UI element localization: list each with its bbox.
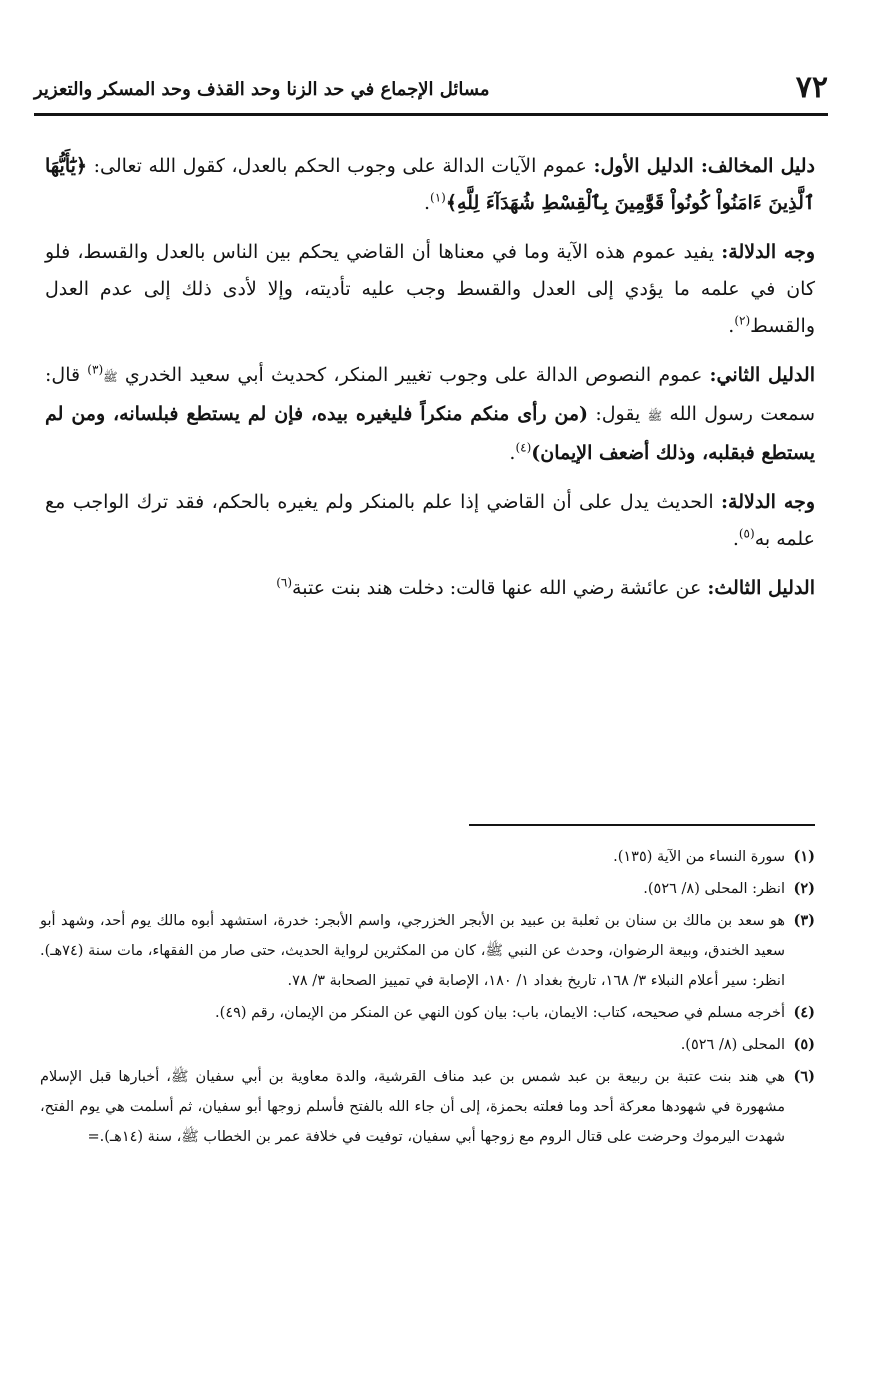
quran-verse: ﴿يَٰٓأَيُّهَا ٱلَّذِينَ ءَامَنُواْ كُونُواْ قَوَّٰمِينَ بِٱلْقِسْطِ شُهَدَآءَ لِلَّهِ﴾ <box>45 155 815 214</box>
paragraph-text: يقول: <box>588 403 648 425</box>
footnote-text: هي هند بنت عتبة بن ربيعة بن عبد شمس بن عبد مناف القرشية، والدة معاوية بن أبي سفيان ﷺ، أخبارها قبل الإسلام مشهورة في شهودها معركة أحد وما فعلته بحمزة، إلى أن جاء الله بالفتح فأسلم زوجها أبو سفيان، ثم أسلمت هي يوم الفتح، شهدت اليرموك وحرضت على قتال الروم مع زوجها أبي سفيان، توفيت في خلافة عمر بن الخطاب ﷺ، سنة (١٤هـ).= <box>40 1069 785 1145</box>
paragraph-opponent-evidence-1 <box>45 148 815 222</box>
footnote-text: سورة النساء من الآية (١٣٥). <box>613 849 785 865</box>
paragraph-text: يفيد عموم هذه الآية وما في معناها أن القاضي يحكم بين الناس بالعدل والقسط، فلو كان في علمه ما يؤدي إلى العدل والقسط وجب عليه تأديته، وإلا لأدى ذلك إلى عدم العدل والقسط <box>45 241 815 337</box>
paragraph-text: عموم الآيات الدالة على وجوب الحكم بالعدل، كقول الله تعالى: <box>87 155 594 177</box>
paragraph-opponent-evidence-3 <box>45 570 815 607</box>
paragraph-end: . <box>509 442 516 464</box>
paragraph-evidence-point-1 <box>45 234 815 345</box>
footnote-text: المحلى (٨/ ٥٢٦). <box>680 1037 785 1053</box>
footnote-ref: (٤) <box>515 440 532 455</box>
paragraph-text: قال: سمعت رسول الله <box>45 364 816 425</box>
footnote-number: (٥) <box>793 1036 815 1053</box>
paragraph-text: الحديث يدل على أن القاضي إذا علم بالمنكر ولم يغيره بالحكم، فقد ترك الواجب مع علمه به <box>45 491 815 550</box>
footnotes <box>40 842 815 1154</box>
page-number: ٧٢ <box>795 70 828 105</box>
footnote-number: (٤) <box>793 1004 815 1021</box>
paragraph-opponent-evidence-2 <box>45 357 815 472</box>
footnote-ref: (٣) <box>87 362 104 377</box>
paragraph-heading: وجه الدلالة: <box>721 491 816 513</box>
paragraph-end: . <box>423 192 431 214</box>
footnote-number: (١) <box>793 848 815 865</box>
footnote-number: (٣) <box>793 912 815 929</box>
page-header <box>34 70 828 110</box>
hadith-quote: (من رأى منكم منكراً فليغيره بيده، فإن لم يستطع فبلسانه، ومن لم يستطع فبقلبه، وذلك أضعف الإيمان) <box>45 403 815 464</box>
footnote-ref: (٢) <box>734 313 751 328</box>
main-text <box>45 148 815 619</box>
honorific-symbol: ﷺ <box>103 370 118 384</box>
footnote-number: (٦) <box>793 1068 815 1085</box>
footnote-ref: (٦) <box>276 575 293 590</box>
paragraph-end: . <box>732 528 739 550</box>
footnote-text: أخرجه مسلم في صحيحه، كتاب: الايمان، باب: بيان كون النهي عن المنكر من الإيمان، رقم (٤٩). <box>215 1005 785 1021</box>
paragraph-heading: وجه الدلالة: <box>721 241 815 263</box>
footnote-ref: (١) <box>430 190 446 205</box>
paragraph-evidence-point-2 <box>45 484 815 558</box>
paragraph-text: عن عائشة رضي الله عنها قالت: دخلت هند بنت عتبة <box>292 577 708 599</box>
running-title: مسائل الإجماع في حد الزنا وحد القذف وحد المسكر والتعزير <box>34 79 490 100</box>
footnote <box>40 1030 815 1060</box>
footnote <box>40 1062 815 1152</box>
paragraph-heading: الدليل الثاني: <box>709 364 815 386</box>
footnote <box>40 842 815 872</box>
footnote-number: (٢) <box>793 880 815 897</box>
footnote-text: هو سعد بن مالك بن سنان بن ثعلبة بن عبيد بن الأبجر الخزرجي، واسم الأبجر: خدرة، استشهد أبوه مالك يوم أحد، وشهد أبو سعيد الخندق، وبيعة الرضوان، وحدث عن النبي ﷺ، كان من المكثرين لرواية الحديث، حتى صار من الفقهاء، مات سنة (٧٤هـ). انظر: سير أعلام النبلاء ٣/ ١٦٨، تاريخ بغداد ١/ ١٨٠، الإصابة في تمييز الصحابة ٣/ ٧٨. <box>40 913 785 989</box>
paragraph-text: عموم النصوص الدالة على وجوب تغيير المنكر، كحديث أبي سعيد الخدري <box>117 364 710 386</box>
footnote <box>40 874 815 904</box>
honorific-symbol: ﷺ <box>647 409 663 423</box>
paragraph-heading: الدليل الثالث: <box>707 577 815 599</box>
header-rule <box>34 113 828 116</box>
footnote <box>40 998 815 1028</box>
footnote-separator <box>469 824 815 826</box>
footnote-text: انظر: المحلى (٨/ ٥٢٦). <box>643 881 785 897</box>
footnote <box>40 906 815 996</box>
paragraph-end: . <box>728 315 735 337</box>
paragraph-heading: دليل المخالف: الدليل الأول: <box>593 155 815 177</box>
footnote-ref: (٥) <box>738 526 755 541</box>
